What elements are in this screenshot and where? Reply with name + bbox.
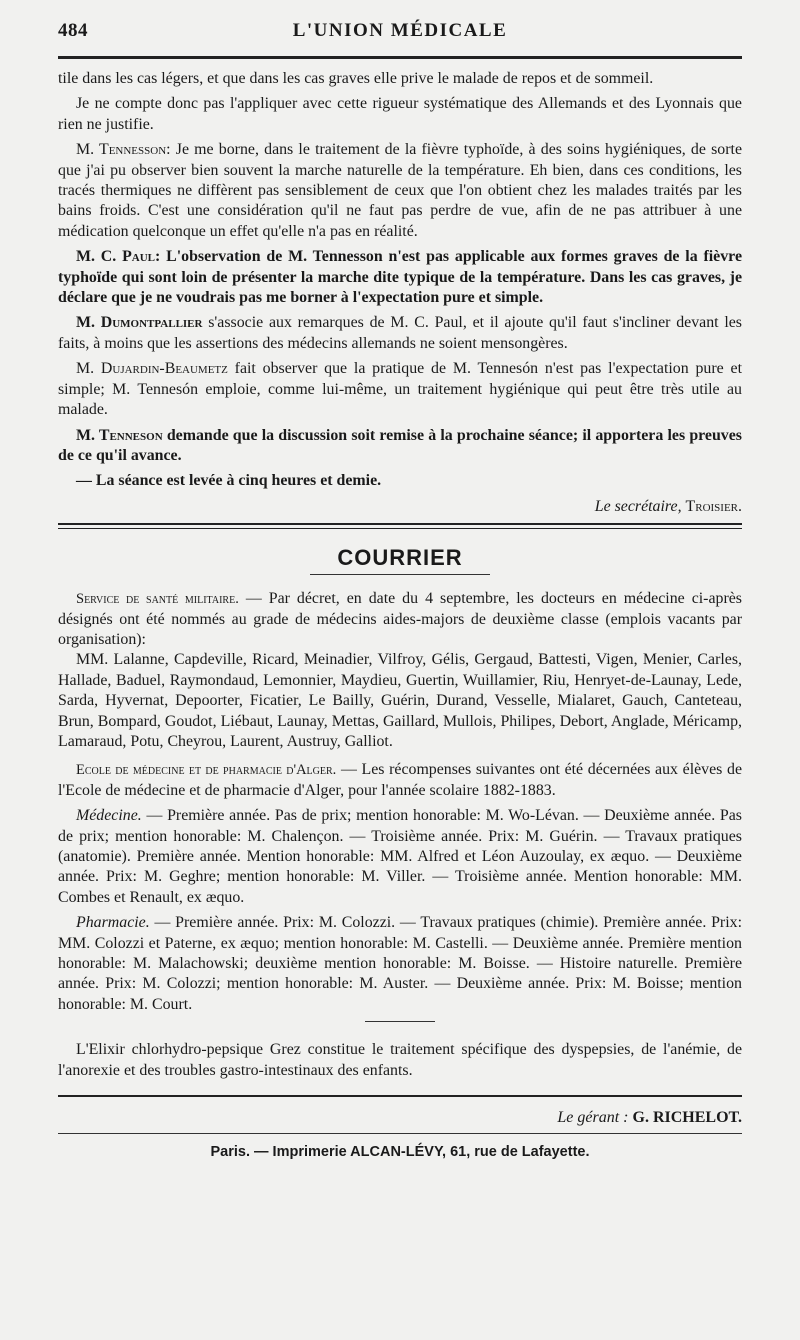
page-number: 484 <box>58 20 88 41</box>
speech-text: L'observation de M. Tennesson n'est pas applicable aux formes graves de la fièvre typhoïde qui sont loin de présenter la marche dite typique de la température. Dans les cas graves, je déclare que je ne voudrais pas me borner à l'expectation pure et simple. <box>58 248 742 307</box>
section-heading: Service de santé militaire. <box>76 591 239 608</box>
speaker-name: M. Tenneson <box>76 426 163 444</box>
paragraph <box>58 313 742 354</box>
paragraph-text: — Par décret, en date du 4 septembre, les docteurs en médecine ci-après désignés ont été nommés au grade de médecins aides-majors de deuxième classe (emplois vacants par organisation): <box>58 590 742 648</box>
courrier-section <box>58 589 742 1081</box>
paragraph <box>58 760 742 801</box>
footer-line <box>58 1133 742 1134</box>
secretary-name: Troisier. <box>685 497 742 515</box>
speech-text: s'associe aux remarques de M. C. Paul, et il ajoute qu'il faut s'incliner devant les faits, à moins que les assertions des médecins allemands ne soient mensongères. <box>58 314 742 352</box>
footer-rule <box>58 1095 742 1097</box>
paragraph-text: — Les récompenses suivantes ont été décernées aux élèves de l'Ecole de médecine et de pharmacie d'Alger, pour l'année scolaire 1882-1883. <box>58 761 742 799</box>
courrier-title: COURRIER <box>337 545 463 571</box>
speaker-name: M. Dumontpallier <box>76 314 203 332</box>
speech-text: demande que la discussion soit remise à la prochaine séance; il apportera les preuves de ce qu'il avance. <box>58 426 742 464</box>
section-divider <box>58 523 742 529</box>
section-heading: Ecole de médecine et de pharmacie d'Alger. <box>76 762 337 779</box>
paragraph <box>58 140 742 242</box>
speaker-name: M. Tennesson: <box>76 141 171 159</box>
signature <box>58 497 742 517</box>
paragraph <box>58 359 742 420</box>
header-rule <box>58 56 742 59</box>
speech-text: Je me borne, dans le traitement de la fièvre typhoïde, à des soins hygiéniques, de sorte que j'ai pu observer bien souvent la marche naturelle de la température. Eh bien, dans ces conditions, les tracés thermiques ne diffèrent pas sensiblement de ceux que l'on obtient chez les malades traités par les bains froids. C'est une considération qu'il ne faut pas perdre de vue, afin de ne pas attribuer à une médication quelconque un effet qu'elle n'a pas en réalité. <box>58 141 742 240</box>
subsection-label: Médecine. <box>76 807 142 825</box>
paragraph <box>58 247 742 308</box>
paragraph <box>58 913 742 1015</box>
title-underline <box>310 574 490 575</box>
speaker-name: M. Dujardin-Beaumetz <box>76 360 228 378</box>
advertisement: L'Elixir chlorhydro-pepsique Grez constitue le traitement spécifique des dyspepsies, de l'anémie, de l'anorexie et des troubles gastro-intestinaux des enfants. <box>58 1041 742 1079</box>
gerant-label: Le gérant : <box>557 1109 629 1127</box>
paragraph-text: — Première année. Pas de prix; mention honorable: M. Wo-Lévan. — Deuxième année. Pas de prix; mention honorable: M. Chalençon. — Troisième année. Prix: M. Guérin. — Travaux pratiques (anatomie). Première année. Mention honorable: MM. Alfred et Léon Auzoulay, ex æquo. — Deuxième année. Prix: M. Geghre; mention honorable: M. Viller. — Troisième année. Mention honorable: MM. Combes et Renault, ex æquo. <box>58 807 742 906</box>
paragraph <box>58 806 742 908</box>
paragraph <box>58 589 742 650</box>
journal-title: L'UNION MÉDICALE <box>292 20 508 41</box>
gerant-name: G. RICHELOT. <box>632 1109 742 1127</box>
subsection-label: Pharmacie. <box>76 914 150 932</box>
gerant-signature <box>58 1109 742 1127</box>
paragraph <box>58 426 742 467</box>
secretary-role: Le secrétaire, <box>594 497 682 515</box>
page-header <box>58 14 742 44</box>
closing-line: — La séance est levée à cinq heures et demie. <box>76 472 382 490</box>
seance-section <box>58 69 742 517</box>
separator <box>365 1021 435 1022</box>
names-list: MM. Lalanne, Capdeville, Ricard, Meinadier, Vilfroy, Gélis, Gergaud, Battesti, Vigen, Menier, Carles, Hallade, Baduel, Raymondaud, Lemonnier, Maydieu, Guertin, Wuillamier, Riu, Henryet-de-Launay, Lede, Sarda, Hyvernat, Depoorter, Ficatier, Le Bailly, Guérin, Durand, Vesselle, Mialaret, Gauch, Canteteau, Brun, Bompard, Goudot, Liébaut, Launay, Mettas, Gaillard, Mullois, Philipes, Debort, Anglade, Méricamp, Lamaraud, Potu, Cheyrou, Laurent, Austruy, Galliot. <box>58 651 742 750</box>
printer-line: Paris. — Imprimerie ALCAN-LÉVY, 61, rue de Lafayette. <box>210 1144 590 1161</box>
paragraph: Je ne compte donc pas l'appliquer avec cette rigueur systématique des Allemands et des Lyonnais que rien ne justifie. <box>58 95 742 133</box>
paragraph: tile dans les cas légers, et que dans les cas graves elle prive le malade de repos et de sommeil. <box>58 70 654 87</box>
speaker-name: M. C. Paul: <box>76 248 161 266</box>
speech-text: fait observer que la pratique de M. Tennesón n'est pas l'expectation pure et simple; M. Tennesón emploie, comme lui-même, un traitement hygiénique qui peut être très utile au malade. <box>58 360 742 419</box>
paragraph-text: — Première année. Prix: M. Colozzi. — Travaux pratiques (chimie). Première année. Prix: MM. Colozzi et Paterne, ex æquo; mention honorable: M. Castelli. — Deuxième année. Première mention honorable: M. Malachowski; deuxième mention honorable: M. Boisse. — Histoire naturelle. Première année. Prix: M. Colozzi; mention honorable: M. Auster. — Deuxième année. Prix: M. Boisse; mention honorable: M. Court. <box>58 914 742 1013</box>
